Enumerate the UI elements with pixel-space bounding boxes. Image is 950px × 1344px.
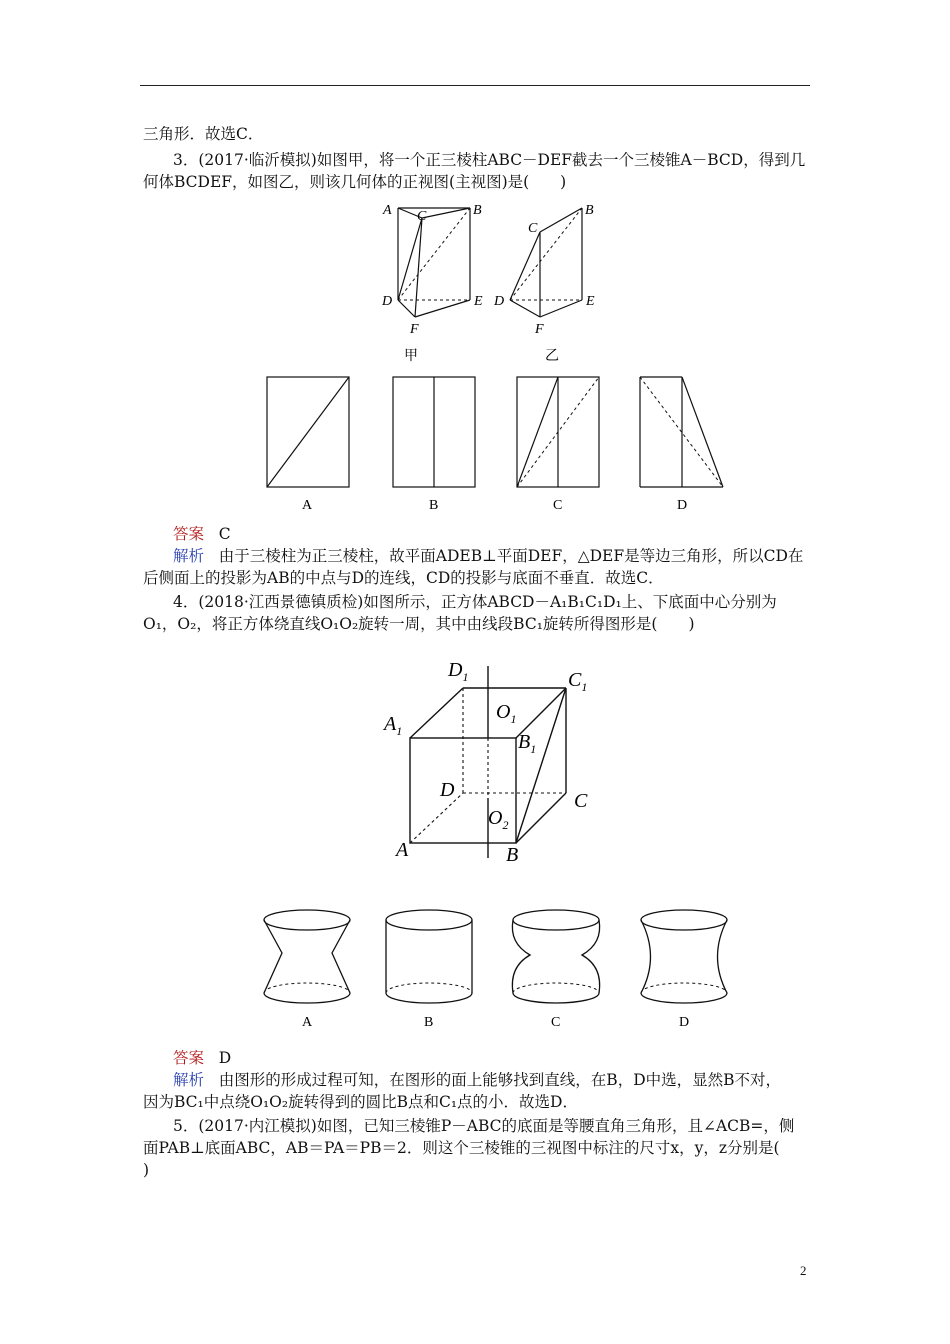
- question-3-line-2: 何体BCDEF，如图乙，则该几何体的正视图(主视图)是( ): [143, 173, 567, 191]
- page-number: 2: [800, 1263, 807, 1278]
- analysis-label: 解析: [173, 547, 205, 565]
- solid-option-C-label: C: [551, 1015, 561, 1030]
- analysis-3-line-1: [173, 546, 803, 566]
- analysis-4-line-2: 因为BC₁中点绕O₁O₂旋转得到的圆比B点和C₁点的小．故选D．: [143, 1093, 578, 1111]
- cube-label-O1: $O_1$: [496, 701, 517, 726]
- figure-options-solids: [248, 893, 738, 1038]
- answer-3: [173, 524, 231, 544]
- figure-options-views: [255, 372, 735, 517]
- figure-cube: [370, 648, 610, 873]
- answer-label: 答案: [173, 1049, 205, 1067]
- caption-jia: 甲: [404, 349, 418, 364]
- label-F2: F: [535, 322, 544, 337]
- question-3-line-1: 3．(2017·临沂模拟)如图甲，将一个正三棱柱ABC－DEF截去一个三棱锥A－BCD，得到几: [173, 151, 806, 169]
- label-B: B: [473, 203, 482, 218]
- cube-label-C1: $C_1$: [568, 669, 588, 694]
- cube-label-B1: $B_1$: [518, 731, 537, 756]
- text-line-1: 三角形．故选C．: [143, 125, 264, 143]
- cube-label-A: A: [396, 839, 409, 861]
- cube-label-D: D: [440, 779, 455, 801]
- question-5-line-2: 面PAB⊥底面ABC，AB＝PA＝PB＝2．则这个三棱锥的三视图中标注的尺寸x，y，z分别是(: [143, 1139, 780, 1157]
- label-E2: E: [586, 294, 595, 309]
- analysis-3-line-2: 后侧面上的投影为AB的中点与D的连线，CD的投影与底面不垂直．故选C．: [143, 569, 664, 587]
- figure-prisms: [360, 192, 620, 367]
- analysis-text: 由于三棱柱为正三棱柱，故平面ADEB⊥平面DEF，△DEF是等边三角形，所以CD在: [218, 547, 804, 565]
- analysis-text: 由图形的形成过程可知，在图形的面上能够找到直线，在B，D中选，显然B不对，: [218, 1071, 782, 1089]
- cube-label-C: C: [574, 790, 588, 812]
- question-5-line-3: ): [143, 1161, 150, 1179]
- option-C-label: C: [553, 498, 563, 513]
- option-D-label: D: [677, 498, 688, 513]
- answer-value: C: [218, 525, 231, 543]
- analysis-4-line-1: [173, 1070, 781, 1090]
- cube-label-B: B: [506, 844, 519, 866]
- question-5-line-1: 5．(2017·内江模拟)如图，已知三棱锥P－ABC的底面是等腰直角三角形，且∠ACB=，侧: [173, 1117, 795, 1135]
- cube-label-O2: $O_2$: [488, 807, 509, 832]
- cube-label-A1: $A_1$: [384, 713, 403, 738]
- answer-label: 答案: [173, 525, 205, 543]
- caption-yi: 乙: [545, 349, 559, 364]
- question-4-line-1: 4．(2018·江西景德镇质检)如图所示，正方体ABCD－A₁B₁C₁D₁上、下底面中心分别为: [173, 593, 777, 611]
- answer-4: [173, 1048, 231, 1068]
- cube-label-D1: $D_1$: [448, 659, 469, 684]
- answer-value: D: [218, 1049, 232, 1067]
- label-D: D: [382, 294, 393, 309]
- solid-option-A-label: A: [302, 1015, 313, 1030]
- option-A-label: A: [302, 498, 313, 513]
- label-C: C: [417, 209, 427, 224]
- label-E: E: [474, 294, 483, 309]
- solid-option-D-label: D: [679, 1015, 690, 1030]
- question-4-line-2: O₁，O₂，将正方体绕直线O₁O₂旋转一周，其中由线段BC₁旋转所得图形是( ): [143, 615, 695, 633]
- label-D2: D: [494, 294, 505, 309]
- option-B-label: B: [429, 498, 439, 513]
- header-rule: [140, 85, 810, 86]
- label-C2: C: [528, 221, 538, 236]
- analysis-label: 解析: [173, 1071, 205, 1089]
- label-B2: B: [585, 203, 594, 218]
- solid-option-B-label: B: [424, 1015, 434, 1030]
- label-A: A: [383, 203, 392, 218]
- label-F: F: [410, 322, 419, 337]
